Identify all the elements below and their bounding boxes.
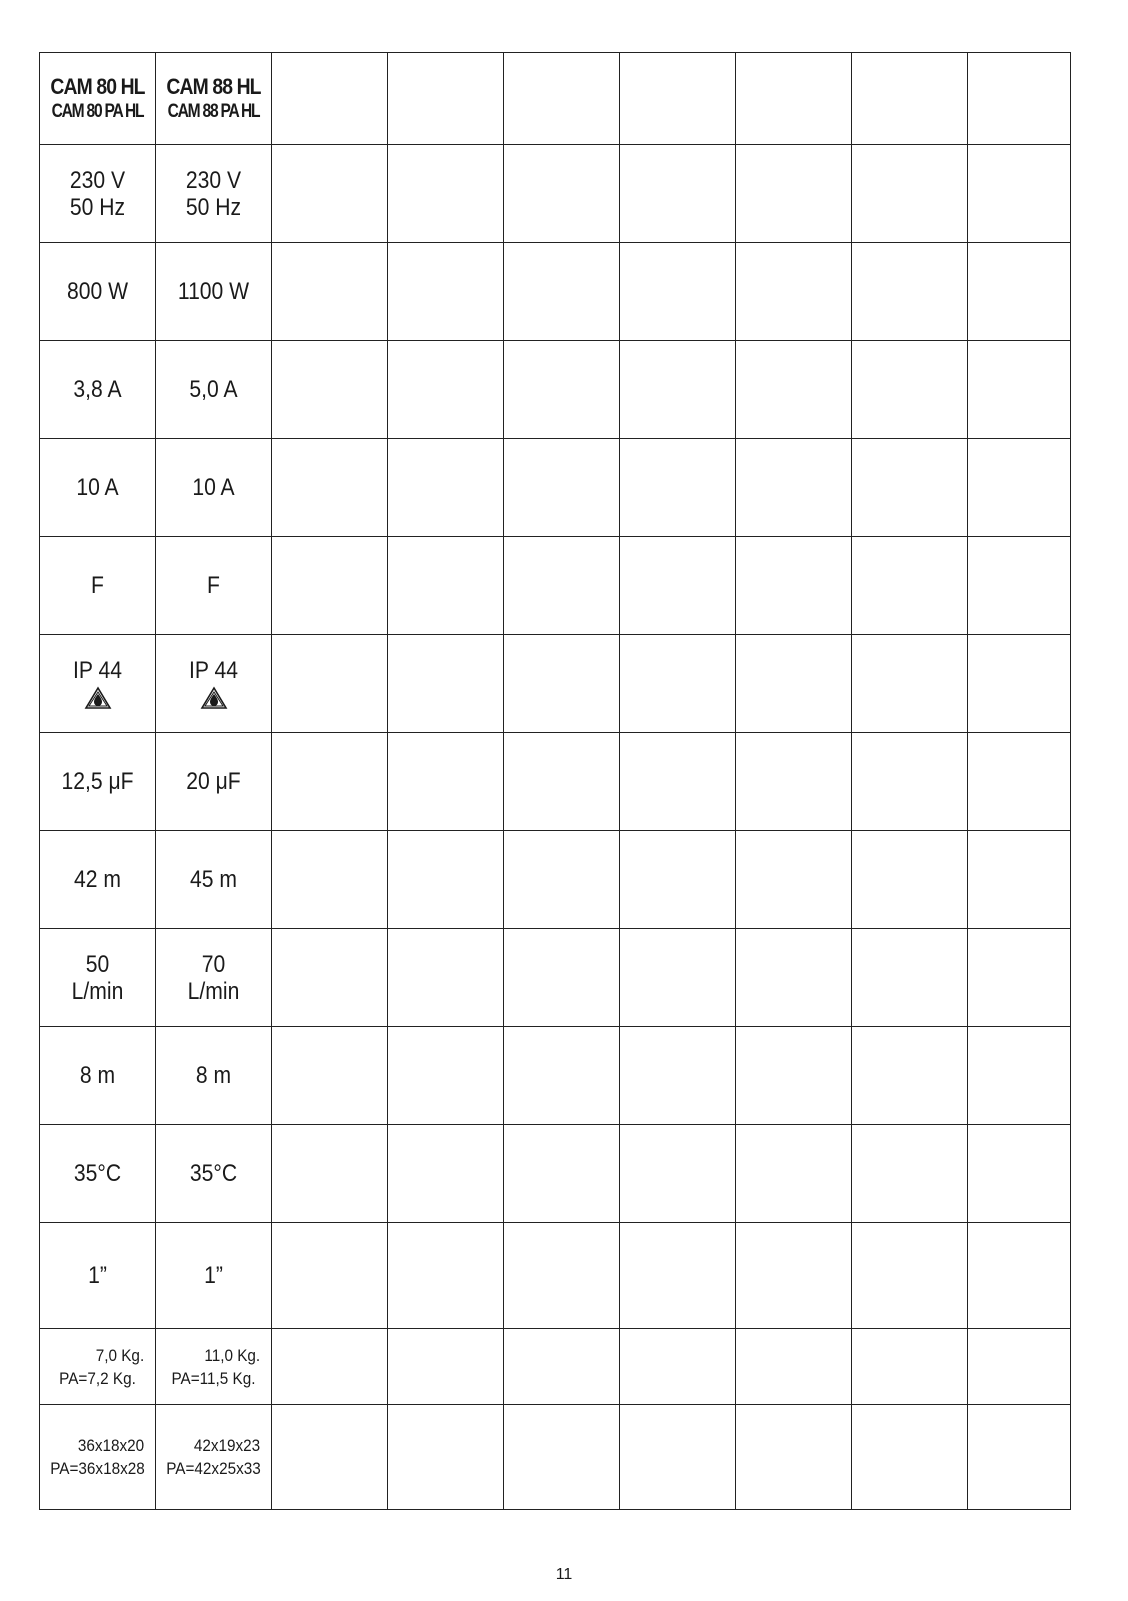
cell-cam-80 [40, 1125, 156, 1223]
empty-cell [968, 1223, 1071, 1329]
header-cell-cam-80 [40, 53, 156, 145]
empty-cell [504, 1405, 620, 1510]
empty-cell [272, 733, 388, 831]
empty-cell [852, 537, 968, 635]
cell-cam-80 [40, 1223, 156, 1329]
empty-cell [504, 1027, 620, 1125]
cell-cam-80 [40, 733, 156, 831]
empty-cell [388, 929, 504, 1027]
cell-value: 50 Hz [185, 193, 242, 221]
drop-in-triangle-icon [200, 686, 228, 710]
empty-cell [968, 341, 1071, 439]
empty-cell [620, 53, 736, 145]
empty-cell [968, 635, 1071, 733]
empty-cell [968, 439, 1071, 537]
cell-value: 42 m [74, 866, 121, 893]
table-row [40, 537, 1071, 635]
table-row [40, 831, 1071, 929]
cell-cam-88 [156, 145, 272, 243]
model-name-pa: CAM 88 PA HL [167, 100, 260, 122]
empty-cell [852, 1405, 968, 1510]
drop-in-triangle-icon [84, 686, 112, 710]
empty-cell [736, 145, 852, 243]
empty-cell [504, 243, 620, 341]
empty-cell [388, 341, 504, 439]
cell-value: PA=36x18x28 [50, 1459, 145, 1478]
model-name: CAM 80 HL [50, 73, 145, 99]
header-row [40, 53, 1071, 145]
cell-value: 20 μF [186, 768, 241, 795]
cell-value: 1100 W [177, 278, 250, 305]
table-row [40, 145, 1071, 243]
empty-cell [968, 145, 1071, 243]
empty-cell [852, 929, 968, 1027]
cell-cam-88 [156, 1125, 272, 1223]
cell-value: IP 44 [73, 657, 122, 684]
empty-cell [736, 1125, 852, 1223]
cell-value: 11,0 Kg. [204, 1345, 261, 1365]
cell-value: 45 m [190, 866, 237, 893]
empty-cell [504, 341, 620, 439]
empty-cell [620, 1223, 736, 1329]
empty-cell [736, 1027, 852, 1125]
empty-cell [388, 1125, 504, 1223]
empty-cell [736, 1329, 852, 1405]
empty-cell [852, 1125, 968, 1223]
table-row [40, 1125, 1071, 1223]
empty-cell [272, 831, 388, 929]
empty-cell [388, 635, 504, 733]
empty-cell [620, 1125, 736, 1223]
empty-cell [504, 439, 620, 537]
empty-cell [852, 831, 968, 929]
empty-cell [272, 145, 388, 243]
cell-value: 70 [201, 950, 226, 978]
empty-cell [968, 537, 1071, 635]
cell-value: PA=11,5 Kg. [171, 1368, 256, 1388]
cell-cam-80 [40, 243, 156, 341]
empty-cell [504, 1125, 620, 1223]
empty-cell [736, 53, 852, 145]
empty-cell [388, 1223, 504, 1329]
empty-cell [736, 341, 852, 439]
cell-cam-88 [156, 537, 272, 635]
cell-value: 10 A [76, 474, 119, 501]
table-row [40, 341, 1071, 439]
empty-cell [968, 1125, 1071, 1223]
empty-cell [272, 1027, 388, 1125]
table-row [40, 1405, 1071, 1510]
empty-cell [388, 53, 504, 145]
empty-cell [504, 635, 620, 733]
cell-value: 35°C [189, 1160, 238, 1187]
empty-cell [272, 1125, 388, 1223]
empty-cell [272, 1223, 388, 1329]
cell-cam-80 [40, 341, 156, 439]
cell-value: PA=7,2 Kg. [59, 1368, 136, 1388]
empty-cell [272, 929, 388, 1027]
empty-cell [620, 1329, 736, 1405]
cell-value: 800 W [66, 278, 129, 305]
cell-value: F [91, 572, 104, 599]
cell-cam-80 [40, 439, 156, 537]
empty-cell [852, 53, 968, 145]
empty-cell [736, 1223, 852, 1329]
cell-value: 3,8 A [73, 376, 122, 403]
empty-cell [736, 733, 852, 831]
cell-cam-80 [40, 831, 156, 929]
empty-cell [272, 635, 388, 733]
empty-cell [620, 341, 736, 439]
empty-cell [620, 1405, 736, 1510]
empty-cell [736, 1405, 852, 1510]
empty-cell [968, 1027, 1071, 1125]
empty-cell [852, 1223, 968, 1329]
cell-value: 7,0 Kg. [95, 1345, 145, 1365]
empty-cell [272, 1329, 388, 1405]
cell-cam-88 [156, 733, 272, 831]
empty-cell [388, 243, 504, 341]
cell-cam-88 [156, 1329, 272, 1405]
table-row [40, 1223, 1071, 1329]
empty-cell [736, 635, 852, 733]
empty-cell [388, 733, 504, 831]
empty-cell [388, 439, 504, 537]
cell-cam-80 [40, 635, 156, 733]
model-name: CAM 88 HL [166, 73, 261, 99]
cell-value: 230 V [185, 166, 242, 194]
empty-cell [272, 439, 388, 537]
cell-cam-80 [40, 537, 156, 635]
empty-cell [388, 831, 504, 929]
empty-cell [620, 929, 736, 1027]
table-row [40, 243, 1071, 341]
cell-cam-80 [40, 929, 156, 1027]
cell-value: IP 44 [189, 657, 238, 684]
spec-table [39, 52, 1071, 1510]
empty-cell [388, 1329, 504, 1405]
empty-cell [388, 1027, 504, 1125]
empty-cell [968, 53, 1071, 145]
empty-cell [272, 537, 388, 635]
empty-cell [968, 831, 1071, 929]
empty-cell [736, 243, 852, 341]
cell-cam-88 [156, 341, 272, 439]
empty-cell [736, 929, 852, 1027]
cell-value: 1” [88, 1262, 107, 1289]
cell-value: 50 Hz [69, 193, 126, 221]
empty-cell [388, 537, 504, 635]
header-cell-cam-88 [156, 53, 272, 145]
model-name-pa: CAM 80 PA HL [51, 100, 144, 122]
table-row [40, 1329, 1071, 1405]
cell-cam-80 [40, 145, 156, 243]
cell-value: 1” [204, 1262, 223, 1289]
empty-cell [272, 53, 388, 145]
empty-cell [272, 341, 388, 439]
empty-cell [504, 145, 620, 243]
empty-cell [272, 1405, 388, 1510]
empty-cell [968, 243, 1071, 341]
empty-cell [852, 635, 968, 733]
page-number: 11 [555, 1566, 573, 1583]
empty-cell [968, 1405, 1071, 1510]
cell-value: 8 m [195, 1062, 232, 1089]
cell-cam-88 [156, 243, 272, 341]
empty-cell [504, 53, 620, 145]
empty-cell [620, 537, 736, 635]
empty-cell [736, 537, 852, 635]
cell-value: PA=42x25x33 [166, 1459, 261, 1478]
cell-value: 42x19x23 [193, 1436, 261, 1455]
cell-cam-80 [40, 1405, 156, 1510]
empty-cell [504, 929, 620, 1027]
cell-value: 8 m [79, 1062, 116, 1089]
table-row [40, 929, 1071, 1027]
empty-cell [852, 341, 968, 439]
empty-cell [968, 929, 1071, 1027]
empty-cell [504, 537, 620, 635]
empty-cell [504, 1223, 620, 1329]
empty-cell [968, 1329, 1071, 1405]
cell-value: 5,0 A [189, 376, 238, 403]
empty-cell [852, 1027, 968, 1125]
cell-value: 10 A [192, 474, 235, 501]
empty-cell [620, 831, 736, 929]
empty-cell [620, 145, 736, 243]
cell-cam-80 [40, 1027, 156, 1125]
empty-cell [620, 243, 736, 341]
table-row [40, 439, 1071, 537]
empty-cell [620, 1027, 736, 1125]
cell-cam-88 [156, 1405, 272, 1510]
cell-value: L/min [187, 977, 240, 1005]
empty-cell [852, 733, 968, 831]
empty-cell [852, 1329, 968, 1405]
cell-cam-88 [156, 439, 272, 537]
empty-cell [620, 733, 736, 831]
empty-cell [504, 1329, 620, 1405]
cell-value: L/min [71, 977, 124, 1005]
table-row [40, 733, 1071, 831]
cell-cam-88 [156, 635, 272, 733]
cell-cam-88 [156, 929, 272, 1027]
cell-value: 36x18x20 [77, 1436, 145, 1455]
empty-cell [968, 733, 1071, 831]
cell-value: 50 [85, 950, 110, 978]
cell-value: 35°C [73, 1160, 122, 1187]
empty-cell [504, 733, 620, 831]
empty-cell [852, 145, 968, 243]
cell-value: 230 V [69, 166, 126, 194]
cell-cam-80 [40, 1329, 156, 1405]
table-row [40, 635, 1071, 733]
empty-cell [388, 1405, 504, 1510]
empty-cell [736, 831, 852, 929]
cell-value: F [207, 572, 220, 599]
empty-cell [620, 635, 736, 733]
empty-cell [388, 145, 504, 243]
empty-cell [620, 439, 736, 537]
cell-cam-88 [156, 831, 272, 929]
empty-cell [852, 243, 968, 341]
cell-cam-88 [156, 1223, 272, 1329]
empty-cell [736, 439, 852, 537]
empty-cell [272, 243, 388, 341]
empty-cell [504, 831, 620, 929]
empty-cell [852, 439, 968, 537]
cell-cam-88 [156, 1027, 272, 1125]
table-row [40, 1027, 1071, 1125]
cell-value: 12,5 μF [61, 768, 134, 795]
